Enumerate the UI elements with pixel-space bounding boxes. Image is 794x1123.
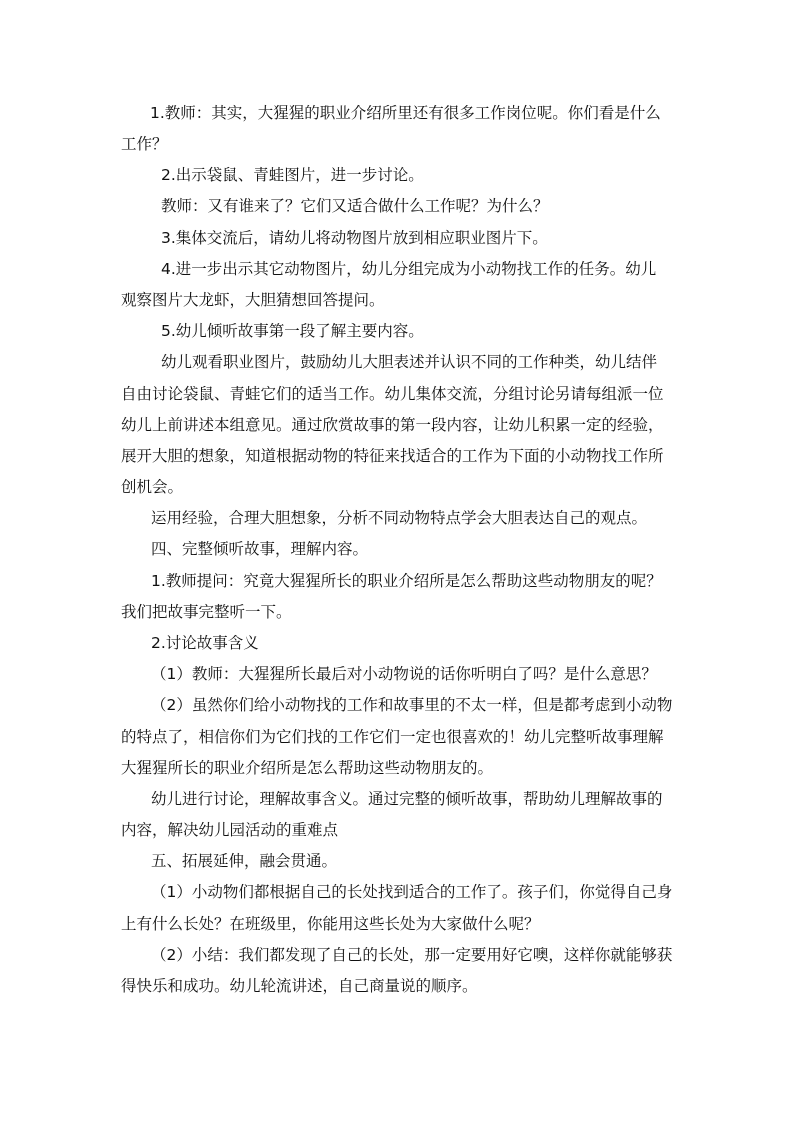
text-line-26: （1）小动物们都根据自己的长处找到适合的工作了。孩子们，你觉得自己身 <box>151 883 673 901</box>
text-line-1: 1.教师：其实，大猩猩的职业介绍所里还有很多工作岗位呢。你们看是什么 <box>150 104 661 122</box>
text-line-18: 2.讨论故事含义 <box>151 634 259 652</box>
text-line-16: 1.教师提问：究竟大猩猩所长的职业介绍所是怎么帮助这些动物朋友的呢？ <box>151 572 662 590</box>
text-line-6: 4.进一步出示其它动物图片，幼儿分组完成为小动物找工作的任务。幼儿 <box>161 260 657 278</box>
text-line-17: 我们把故事完整听一下。 <box>121 603 292 621</box>
text-line-5: 3.集体交流后，请幼儿将动物图片放到相应职业图片下。 <box>161 229 548 247</box>
text-line-19: （1）教师：大猩猩所长最后对小动物说的话你听明白了吗？是什么意思？ <box>151 665 657 683</box>
text-line-23: 幼儿进行讨论，理解故事含义。通过完整的倾听故事，帮助幼儿理解故事的 <box>151 790 663 808</box>
text-line-10: 自由讨论袋鼠、青蛙它们的适当工作。幼儿集体交流，分组讨论另请每组派一位 <box>121 385 664 403</box>
text-line-22: 大猩猩所长的职业介绍所是怎么帮助这些动物朋友的。 <box>121 759 494 777</box>
text-line-28: （2）小结：我们都发现了自己的长处，那一定要用好它噢，这样你就能够获 <box>151 946 673 964</box>
text-line-14: 运用经验，合理大胆想象，分析不同动物特点学会大胆表达自己的观点。 <box>151 509 648 527</box>
text-line-2: 工作？ <box>121 135 168 153</box>
text-line-27: 上有什么长处？在班级里，你能用这些长处为大家做什么呢？ <box>121 915 540 933</box>
text-line-9: 幼儿观看职业图片，鼓励幼儿大胆表述并认识不同的工作种类，幼儿结伴 <box>161 353 658 371</box>
section-heading-4: 四、完整倾听故事，理解内容。 <box>151 540 369 558</box>
text-line-8: 5.幼儿倾听故事第一段了解主要内容。 <box>161 322 424 340</box>
text-line-21: 的特点了，相信你们为它们找的工作它们一定也很喜欢的！幼儿完整听故事理解 <box>121 728 664 746</box>
text-line-3: 2.出示袋鼠、青蛙图片，进一步讨论。 <box>161 166 424 184</box>
text-line-7: 观察图片大龙虾，大胆猜想回答提问。 <box>121 291 385 309</box>
text-line-24: 内容，解决幼儿园活动的重难点 <box>121 821 339 839</box>
text-line-29: 得快乐和成功。幼儿轮流讲述，自己商量说的顺序。 <box>121 977 478 995</box>
section-heading-5: 五、拓展延伸，融会贯通。 <box>151 852 338 870</box>
text-line-12: 展开大胆的想象，知道根据动物的特征来找适合的工作为下面的小动物找工作所 <box>121 447 664 465</box>
text-line-13: 创机会。 <box>121 478 184 496</box>
text-line-20: （2）虽然你们给小动物找的工作和故事里的不太一样，但是都考虑到小动物 <box>151 696 673 714</box>
text-line-4: 教师：又有谁来了？它们又适合做什么工作呢？为什么？ <box>161 197 549 215</box>
text-line-11: 幼儿上前讲述本组意见。通过欣赏故事的第一段内容，让幼儿积累一定的经验， <box>121 416 664 434</box>
